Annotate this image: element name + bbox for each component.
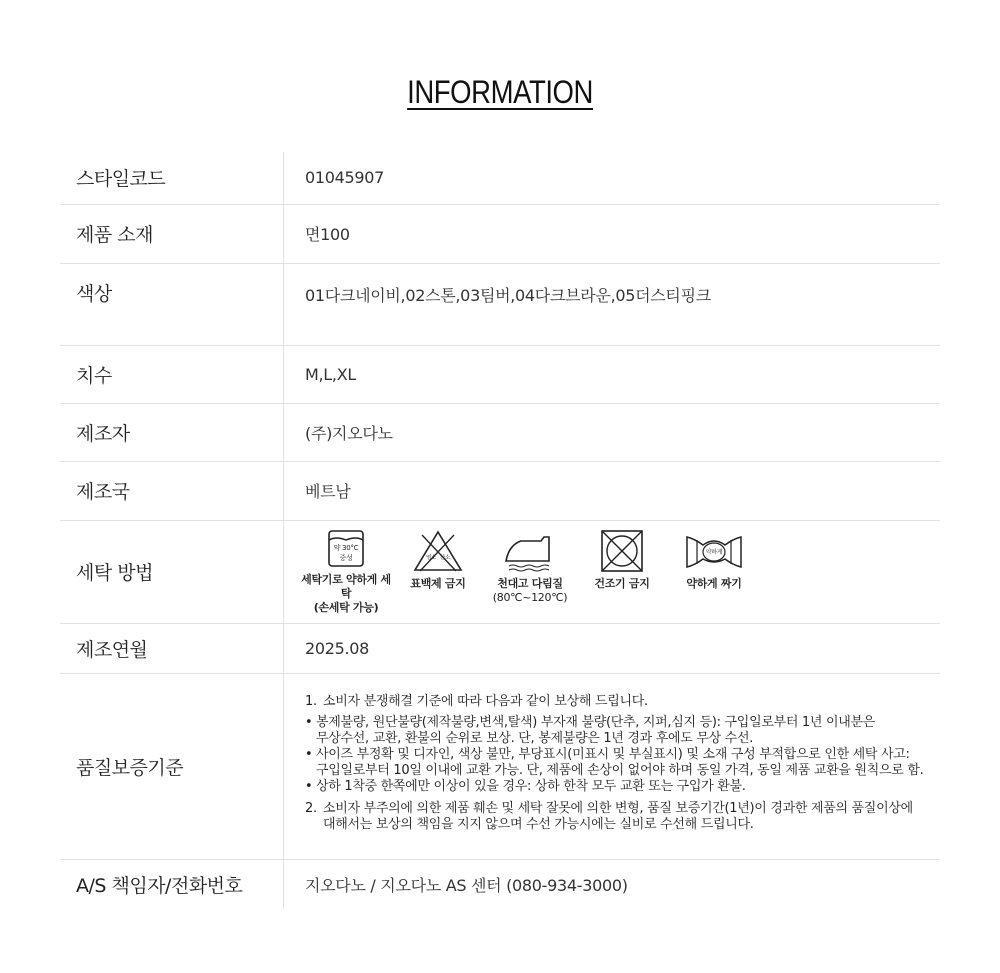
label-date: 제조연월 xyxy=(60,623,284,673)
bleach-oxygen-text: 산소 xyxy=(439,554,451,561)
value-color: 01다크네이비,02스톤,03팀버,04다크브라운,05더스티핑크 xyxy=(284,263,941,345)
value-material: 면100 xyxy=(284,204,941,263)
bullet-mark: • xyxy=(305,779,313,794)
gentle-wring-icon xyxy=(683,529,745,573)
no-tumble-dry-icon xyxy=(600,529,644,573)
no-bleach-icon xyxy=(412,529,464,573)
product-info-table xyxy=(60,152,940,909)
no-tumble-dry-caption: 건조기 금지 xyxy=(594,576,650,590)
no-bleach-caption: 표백제 금지 xyxy=(410,576,466,590)
quality-item-1-num: 1. xyxy=(305,694,317,709)
quality-item-2-l1: 소비자 부주의에 의한 제품 훼손 및 세탁 잘못에 의한 변형, 품질 보증기간(1년)이 경과한 제품의 품질이상에 xyxy=(323,801,913,816)
gentle-wring-item xyxy=(668,529,760,591)
value-as: 지오다노 / 지오다노 AS 센터 (080-934-3000) xyxy=(305,875,628,895)
label-washing: 세탁 방법 xyxy=(60,520,284,623)
no-bleach-item xyxy=(392,529,484,591)
quality-item-2 xyxy=(305,801,940,833)
row-style-code xyxy=(60,152,940,204)
row-as xyxy=(60,859,940,909)
label-as: A/S 책임자/전화번호 xyxy=(60,859,284,909)
quality-bullet-2-l2: 구입일로부터 10일 이내에 교환 가능. 단, 제품에 손상이 없어야 하며 동일 가격, 동일 제품 교환을 원칙으로 함. xyxy=(316,763,924,778)
wash-tub-caption: 세탁기로 약하게 세탁 xyxy=(301,572,391,600)
row-country xyxy=(60,461,940,520)
label-size: 치수 xyxy=(60,345,284,403)
label-country: 제조국 xyxy=(60,461,284,520)
label-maker: 제조자 xyxy=(60,403,284,461)
iron-caption2: (80℃~120℃) xyxy=(492,590,568,604)
washing-icons xyxy=(284,520,941,623)
quality-item-2-l2: 대해서는 보상의 책임을 지지 않으며 수선 가능시에는 실비로 수선해 드립니다. xyxy=(323,817,754,832)
quality-bullet-1 xyxy=(305,715,940,747)
value-date: 2025.08 xyxy=(284,623,941,673)
bleach-chlorine-text: 염소 xyxy=(425,554,437,561)
quality-item-1-text: 소비자 분쟁해결 기준에 따라 다음과 같이 보상해 드립니다. xyxy=(323,694,648,709)
value-country: 베트남 xyxy=(284,461,941,520)
wash-temp-text: 약 30°C xyxy=(333,543,359,552)
quality-bullet-1-l2: 무상수선, 교환, 환불의 순위로 보상. 단, 봉제불량은 1년 경과 후에도 무상 수선. xyxy=(316,731,754,746)
quality-bullet-3-l1: 상하 1착중 한쪽에만 이상이 있을 경우: 상하 한착 모두 교환 또는 구입가 환불. xyxy=(316,779,746,794)
row-date xyxy=(60,623,940,673)
iron-icon xyxy=(501,529,559,573)
quality-bullet-1-l1: 봉제불량, 원단불량(제작불량,변색,탈색) 부자재 불량(단추, 지퍼,심지 등): 구입일로부터 1년 이내분은 xyxy=(316,715,876,730)
value-quality xyxy=(284,673,941,859)
wring-text: 약하게 xyxy=(705,548,723,556)
bullet-mark: • xyxy=(305,715,313,730)
row-quality xyxy=(60,673,940,859)
iron-caption: 천대고 다림질 xyxy=(497,576,563,590)
label-color: 색상 xyxy=(60,263,284,345)
page-title: INFORMATION xyxy=(407,74,593,110)
no-tumble-dry-item xyxy=(576,529,668,591)
row-color xyxy=(60,263,940,345)
value-maker: (주)지오다노 xyxy=(284,403,941,461)
wash-tub-icon xyxy=(326,529,366,569)
quality-item-1 xyxy=(305,694,940,710)
label-material: 제품 소재 xyxy=(60,204,284,263)
label-quality: 품질보증기준 xyxy=(60,673,284,859)
row-material xyxy=(60,204,940,263)
row-maker xyxy=(60,403,940,461)
value-style-code: 01045907 xyxy=(284,152,941,204)
iron-item xyxy=(484,529,576,605)
bullet-mark: • xyxy=(305,747,313,762)
wash-neutral-text: 중성 xyxy=(339,553,353,562)
label-style-code: 스타일코드 xyxy=(60,152,284,204)
quality-text xyxy=(305,694,940,833)
quality-bullet-3 xyxy=(305,779,940,795)
page-title-wrap xyxy=(0,74,1000,111)
value-size: M,L,XL xyxy=(284,345,941,403)
quality-bullet-2-l1: 사이즈 부정확 및 디자인, 색상 불만, 부당표시(미표시 및 부실표시) 및 소재 구성 부적합으로 인한 세탁 사고: xyxy=(316,747,910,762)
row-washing xyxy=(60,520,940,623)
row-size xyxy=(60,345,940,403)
gentle-wring-caption: 약하게 짜기 xyxy=(686,576,742,590)
quality-item-2-num: 2. xyxy=(305,801,317,816)
wash-tub-item xyxy=(300,529,392,615)
wash-tub-caption2: (손세탁 가능) xyxy=(313,600,379,614)
quality-bullet-2 xyxy=(305,747,940,779)
